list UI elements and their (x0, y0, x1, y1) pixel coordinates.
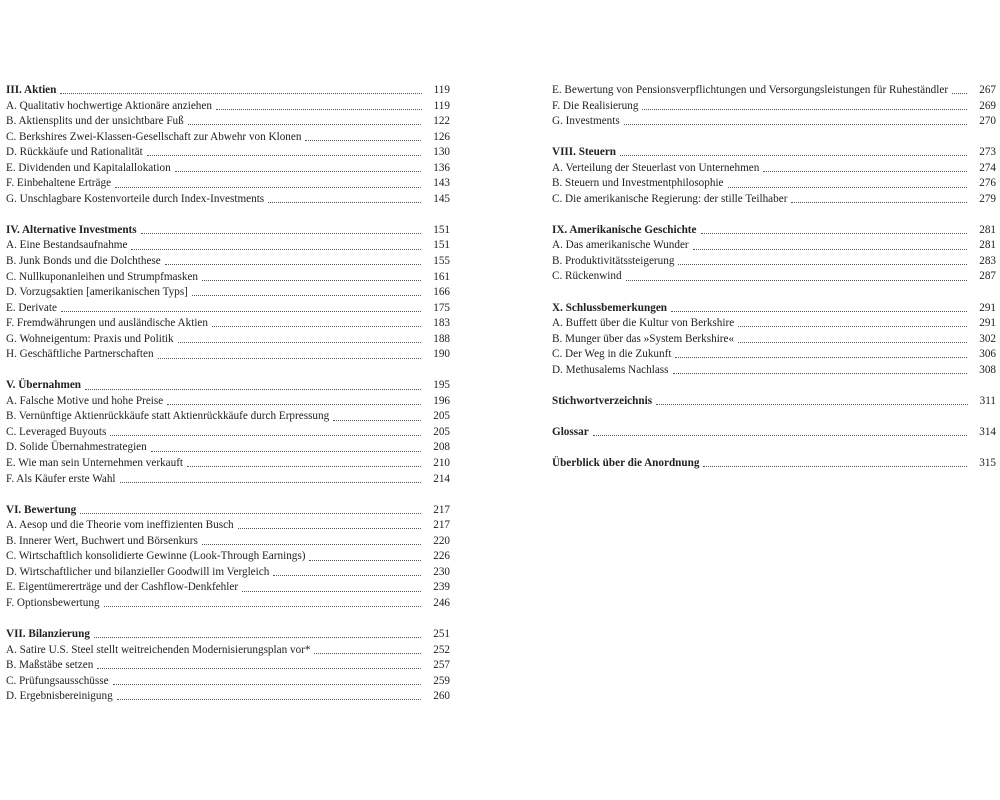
entry-title: D. Ergebnisbereinigung (6, 690, 113, 703)
toc-entry-a-eine-bestandsaufnahme (6, 238, 450, 254)
page-number: 151 (433, 223, 450, 236)
toc-heading-x-schlussbemerkungen (552, 301, 996, 317)
toc-section (552, 83, 996, 130)
page-number: 260 (433, 690, 450, 703)
page-number: 287 (979, 270, 996, 283)
dot-leader (678, 263, 967, 265)
dot-leader (675, 356, 967, 358)
toc-heading-ix-amerikanische-geschichte (552, 223, 996, 239)
toc-heading-iv-alternative-investments (6, 223, 450, 239)
dot-leader (115, 186, 421, 188)
page-number: 205 (433, 410, 450, 423)
toc-entry-c-nullkuponanleihen-und-strumpfmasken (6, 270, 450, 286)
page-number: 122 (433, 115, 450, 128)
toc-right-column (552, 83, 996, 487)
page-number: 217 (433, 519, 450, 532)
toc-entry-d-solide-ubernahmestrategien (6, 440, 450, 456)
entry-title: A. Aesop und die Theorie vom ineffizienten Busch (6, 519, 234, 532)
dot-leader (593, 434, 968, 436)
toc-heading-stichwortverzeichnis (552, 394, 996, 410)
page-number: 183 (433, 317, 450, 330)
entry-title: A. Das amerikanische Wunder (552, 239, 689, 252)
dot-leader (216, 108, 422, 110)
page-number: 136 (433, 161, 450, 174)
toc-entry-a-qualitativ-hochwertige-aktionare-anzie (6, 99, 450, 115)
page-number: 239 (433, 581, 450, 594)
dot-leader (701, 232, 968, 234)
toc-entry-a-aesop-und-die-theorie-vom-ineffiziente (6, 518, 450, 534)
page-number: 276 (979, 177, 996, 190)
page-number: 226 (433, 550, 450, 563)
dot-leader (626, 279, 968, 281)
toc-entry-a-buffett-uber-die-kultur-von-berkshire (552, 316, 996, 332)
toc-section (6, 378, 450, 487)
toc-entry-c-der-weg-in-die-zukunft (552, 347, 996, 363)
page-number: 190 (433, 348, 450, 361)
page-number: 130 (433, 146, 450, 159)
page-number: 315 (979, 456, 996, 469)
dot-leader (620, 154, 967, 156)
toc-entry-c-die-amerikanische-regierung-der-stille (552, 192, 996, 208)
page-number: 259 (433, 674, 450, 687)
entry-title: E. Derivate (6, 301, 57, 314)
entry-title: F. Fremdwährungen und ausländische Aktien (6, 317, 208, 330)
dot-leader (167, 403, 421, 405)
page-number: 151 (433, 239, 450, 252)
dot-leader (791, 201, 967, 203)
entry-title: A. Qualitativ hochwertige Aktionäre anziehen (6, 99, 212, 112)
entry-title: F. Einbehaltene Erträge (6, 177, 112, 190)
toc-entry-d-methusalems-nachlass (552, 363, 996, 379)
page-number: 145 (433, 192, 450, 205)
toc-section (6, 503, 450, 612)
entry-title: C. Wirtschaftlich konsolidierte Gewinne (Look-Through Earnings) (6, 550, 306, 563)
page-number: 205 (433, 425, 450, 438)
page-number: 230 (433, 565, 450, 578)
page-number: 214 (433, 472, 450, 485)
page-number: 155 (433, 254, 450, 267)
page-number: 220 (433, 534, 450, 547)
dot-leader (642, 108, 967, 110)
page-number: 246 (433, 596, 450, 609)
dot-leader (333, 419, 421, 421)
dot-leader (703, 465, 967, 467)
entry-title: C. Der Weg in die Zukunft (552, 348, 672, 361)
page-number: 143 (433, 177, 450, 190)
dot-leader (178, 341, 422, 343)
toc-section (552, 223, 996, 285)
dot-leader (158, 357, 422, 359)
dot-leader (113, 683, 422, 685)
dot-leader (192, 294, 421, 296)
toc-section (552, 394, 996, 410)
toc-heading-viii-steuern (552, 145, 996, 161)
page-number: 311 (979, 394, 996, 407)
dot-leader (305, 139, 421, 141)
page-number: 281 (979, 239, 996, 252)
toc-entry-b-junk-bonds-und-die-dolchthese (6, 254, 450, 270)
entry-title: A. Falsche Motive und hohe Preise (6, 394, 164, 407)
entry-title: D. Methusalems Nachlass (552, 363, 669, 376)
dot-leader (104, 605, 422, 607)
entry-title: B. Aktiensplits und der unsichtbare Fuß (6, 115, 184, 128)
entry-title: F. Als Käufer erste Wahl (6, 472, 116, 485)
dot-leader (151, 450, 421, 452)
entry-title: F. Die Realisierung (552, 99, 639, 112)
toc-entry-b-steuern-und-investmentphilosophie (552, 176, 996, 192)
toc-section (552, 456, 996, 472)
page-number: 175 (433, 301, 450, 314)
entry-title: C. Rückenwind (552, 270, 622, 283)
entry-title: VII. Bilanzierung (6, 627, 90, 640)
entry-title: Glossar (552, 425, 589, 438)
dot-leader (693, 248, 968, 250)
page-number: 208 (433, 441, 450, 454)
toc-entry-a-falsche-motive-und-hohe-preise (6, 394, 450, 410)
entry-title: B. Junk Bonds und die Dolchthese (6, 254, 161, 267)
page-number: 119 (433, 84, 450, 96)
page-number: 195 (433, 379, 450, 392)
toc-entry-c-prufungsausschusse (6, 674, 450, 690)
dot-leader (188, 123, 421, 125)
dot-leader (738, 325, 967, 327)
entry-title: H. Geschäftliche Partnerschaften (6, 348, 154, 361)
toc-heading-vii-bilanzierung (6, 627, 450, 643)
toc-heading-uberblick-uber-die-anordnung (552, 456, 996, 472)
toc-section (6, 83, 450, 207)
page-number: 274 (979, 161, 996, 174)
dot-leader (60, 92, 421, 94)
page-number: 251 (433, 627, 450, 640)
dot-leader (120, 481, 422, 483)
page-number: 126 (433, 130, 450, 143)
entry-title: F. Optionsbewertung (6, 596, 100, 609)
toc-entry-f-die-realisierung (552, 99, 996, 115)
entry-title: G. Unschlagbare Kostenvorteile durch Index-Investments (6, 192, 265, 205)
dot-leader (671, 310, 967, 312)
dot-leader (238, 527, 422, 529)
entry-title: E. Eigentümererträge und der Cashflow-Denkfehler (6, 581, 239, 594)
page-number: 279 (979, 192, 996, 205)
toc-entry-a-verteilung-der-steuerlast-von-unterneh (552, 161, 996, 177)
page-number: 281 (979, 223, 996, 236)
entry-title: D. Solide Übernahmestrategien (6, 441, 147, 454)
toc-heading-vi-bewertung (6, 503, 450, 519)
entry-title: B. Maßstäbe setzen (6, 659, 94, 672)
toc-left-column (6, 83, 450, 720)
toc-section (6, 223, 450, 363)
toc-entry-e-wie-man-sein-unternehmen-verkauft (6, 456, 450, 472)
entry-title: A. Buffett über die Kultur von Berkshire (552, 317, 735, 330)
entry-title: B. Munger über das »System Berkshire« (552, 332, 735, 345)
page-number: 314 (979, 425, 996, 438)
dot-leader (242, 590, 421, 592)
dot-leader (314, 652, 421, 654)
entry-title: C. Leveraged Buyouts (6, 425, 107, 438)
page-number: 217 (433, 503, 450, 516)
toc-entry-f-fremdwahrungen-und-auslandische-aktien (6, 316, 450, 332)
dot-leader (673, 372, 968, 374)
entry-title: D. Wirtschaftlicher und bilanzieller Goodwill im Vergleich (6, 565, 270, 578)
dot-leader (85, 388, 421, 390)
entry-title: V. Übernahmen (6, 379, 82, 392)
toc-entry-d-ergebnisbereinigung (6, 689, 450, 705)
entry-title: D. Rückkäufe und Rationalität (6, 146, 143, 159)
entry-title: C. Berkshires Zwei-Klassen-Gesellschaft zur Abwehr von Klonen (6, 130, 302, 143)
toc-entry-g-wohneigentum-praxis-und-politik (6, 332, 450, 348)
toc-entry-c-wirtschaftlich-konsolidierte-gewinne-l (6, 549, 450, 565)
toc-entry-e-derivate (6, 301, 450, 317)
dot-leader (117, 698, 422, 700)
toc-entry-c-ruckenwind (552, 269, 996, 285)
toc-section (552, 145, 996, 207)
entry-title: Stichwortverzeichnis (552, 394, 653, 407)
dot-leader (212, 325, 421, 327)
dot-leader (624, 123, 967, 125)
entry-title: B. Steuern und Investmentphilosophie (552, 177, 724, 190)
entry-title: C. Die amerikanische Regierung: der stille Teilhaber (552, 192, 788, 205)
page-number: 291 (979, 317, 996, 330)
toc-section (6, 627, 450, 705)
toc-entry-f-optionsbewertung (6, 596, 450, 612)
entry-title: G. Wohneigentum: Praxis und Politik (6, 332, 174, 345)
dot-leader (80, 512, 421, 514)
toc-entry-c-leveraged-buyouts (6, 425, 450, 441)
page-number: 161 (433, 270, 450, 283)
page-number: 252 (433, 643, 450, 656)
dot-leader (273, 574, 421, 576)
page-number: 269 (979, 99, 996, 112)
dot-leader (728, 186, 968, 188)
page-number: 306 (979, 348, 996, 361)
dot-leader (309, 559, 421, 561)
page-number: 291 (979, 301, 996, 314)
entry-title: IV. Alternative Investments (6, 223, 137, 236)
dot-leader (147, 154, 422, 156)
entry-title: III. Aktien (6, 84, 57, 96)
toc-entry-a-das-amerikanische-wunder (552, 238, 996, 254)
toc-section (552, 301, 996, 379)
toc-entry-f-als-kaufer-erste-wahl (6, 472, 450, 488)
toc-entry-b-innerer-wert-buchwert-und-borsenkurs (6, 534, 450, 550)
dot-leader (165, 263, 421, 265)
page-number: 188 (433, 332, 450, 345)
entry-title: E. Dividenden und Kapitalallokation (6, 161, 171, 174)
dot-leader (141, 232, 422, 234)
toc-entry-g-unschlagbare-kostenvorteile-durch-inde (6, 192, 450, 208)
toc-entry-b-ma-stabe-setzen (6, 658, 450, 674)
dot-leader (97, 667, 421, 669)
toc-entry-h-geschaftliche-partnerschaften (6, 347, 450, 363)
toc-heading-glossar (552, 425, 996, 441)
page-number: 267 (979, 84, 996, 96)
page-number: 283 (979, 254, 996, 267)
entry-title: G. Investments (552, 115, 620, 128)
toc-entry-d-wirtschaftlicher-und-bilanzieller-good (6, 565, 450, 581)
page-number: 257 (433, 659, 450, 672)
toc-entry-e-dividenden-und-kapitalallokation (6, 161, 450, 177)
dot-leader (131, 248, 421, 250)
toc-entry-b-produktivitatssteigerung (552, 254, 996, 270)
entry-title: C. Nullkuponanleihen und Strumpfmasken (6, 270, 199, 283)
dot-leader (738, 341, 967, 343)
entry-title: A. Satire U.S. Steel stellt weitreichenden Modernisierungsplan vor* (6, 643, 311, 656)
toc-heading-iii-aktien (6, 83, 450, 99)
dot-leader (187, 465, 421, 467)
toc-entry-b-munger-uber-das-system-berkshire (552, 332, 996, 348)
dot-leader (763, 170, 967, 172)
page-number: 308 (979, 363, 996, 376)
entry-title: E. Bewertung von Pensionsverpflichtungen und Versorgungsleistungen für Ruheständler (552, 84, 949, 96)
page-number: 196 (433, 394, 450, 407)
toc-entry-a-satire-u-s-steel-stellt-weitreichenden (6, 643, 450, 659)
entry-title: Überblick über die Anordnung (552, 456, 700, 469)
toc-entry-e-eigentumerertrage-und-der-cashflow-den (6, 580, 450, 596)
dot-leader (952, 92, 967, 94)
toc-entry-g-investments (552, 114, 996, 130)
toc-entry-d-vorzugsaktien-amerikanischen-typs (6, 285, 450, 301)
dot-leader (175, 170, 422, 172)
entry-title: A. Verteilung der Steuerlast von Unternehmen (552, 161, 760, 174)
page-number: 210 (433, 457, 450, 470)
entry-title: D. Vorzugsaktien [amerikanischen Typs] (6, 286, 188, 299)
dot-leader (202, 279, 421, 281)
toc-heading-v-ubernahmen (6, 378, 450, 394)
page-number: 273 (979, 146, 996, 159)
dot-leader (110, 434, 421, 436)
toc-entry-f-einbehaltene-ertrage (6, 176, 450, 192)
dot-leader (656, 403, 968, 405)
dot-leader (268, 201, 421, 203)
dot-leader (61, 310, 421, 312)
toc-entry-d-ruckkaufe-und-rationalitat (6, 145, 450, 161)
toc-entry-e-bewertung-von-pensionsverpflichtungen- (552, 83, 996, 99)
entry-title: VI. Bewertung (6, 503, 77, 516)
entry-title: E. Wie man sein Unternehmen verkauft (6, 457, 184, 470)
toc-entry-b-vernunftige-aktienruckkaufe-statt-akti (6, 409, 450, 425)
entry-title: IX. Amerikanische Geschichte (552, 223, 697, 236)
entry-title: B. Innerer Wert, Buchwert und Börsenkurs (6, 534, 198, 547)
entry-title: B. Vernünftige Aktienrückkäufe statt Aktienrückkäufe durch Erpressung (6, 410, 330, 423)
toc-entry-c-berkshires-zwei-klassen-gesellschaft-z (6, 130, 450, 146)
entry-title: A. Eine Bestandsaufnahme (6, 239, 128, 252)
toc-entry-b-aktiensplits-und-der-unsichtbare-fu (6, 114, 450, 130)
page-number: 270 (979, 115, 996, 128)
page-number: 119 (433, 99, 450, 112)
entry-title: C. Prüfungsausschüsse (6, 674, 109, 687)
toc-section (552, 425, 996, 441)
entry-title: VIII. Steuern (552, 146, 617, 159)
page-number: 302 (979, 332, 996, 345)
entry-title: X. Schlussbemerkungen (552, 301, 668, 314)
dot-leader (94, 636, 421, 638)
entry-title: B. Produktivitätssteigerung (552, 254, 675, 267)
page-number: 166 (433, 286, 450, 299)
dot-leader (202, 543, 421, 545)
